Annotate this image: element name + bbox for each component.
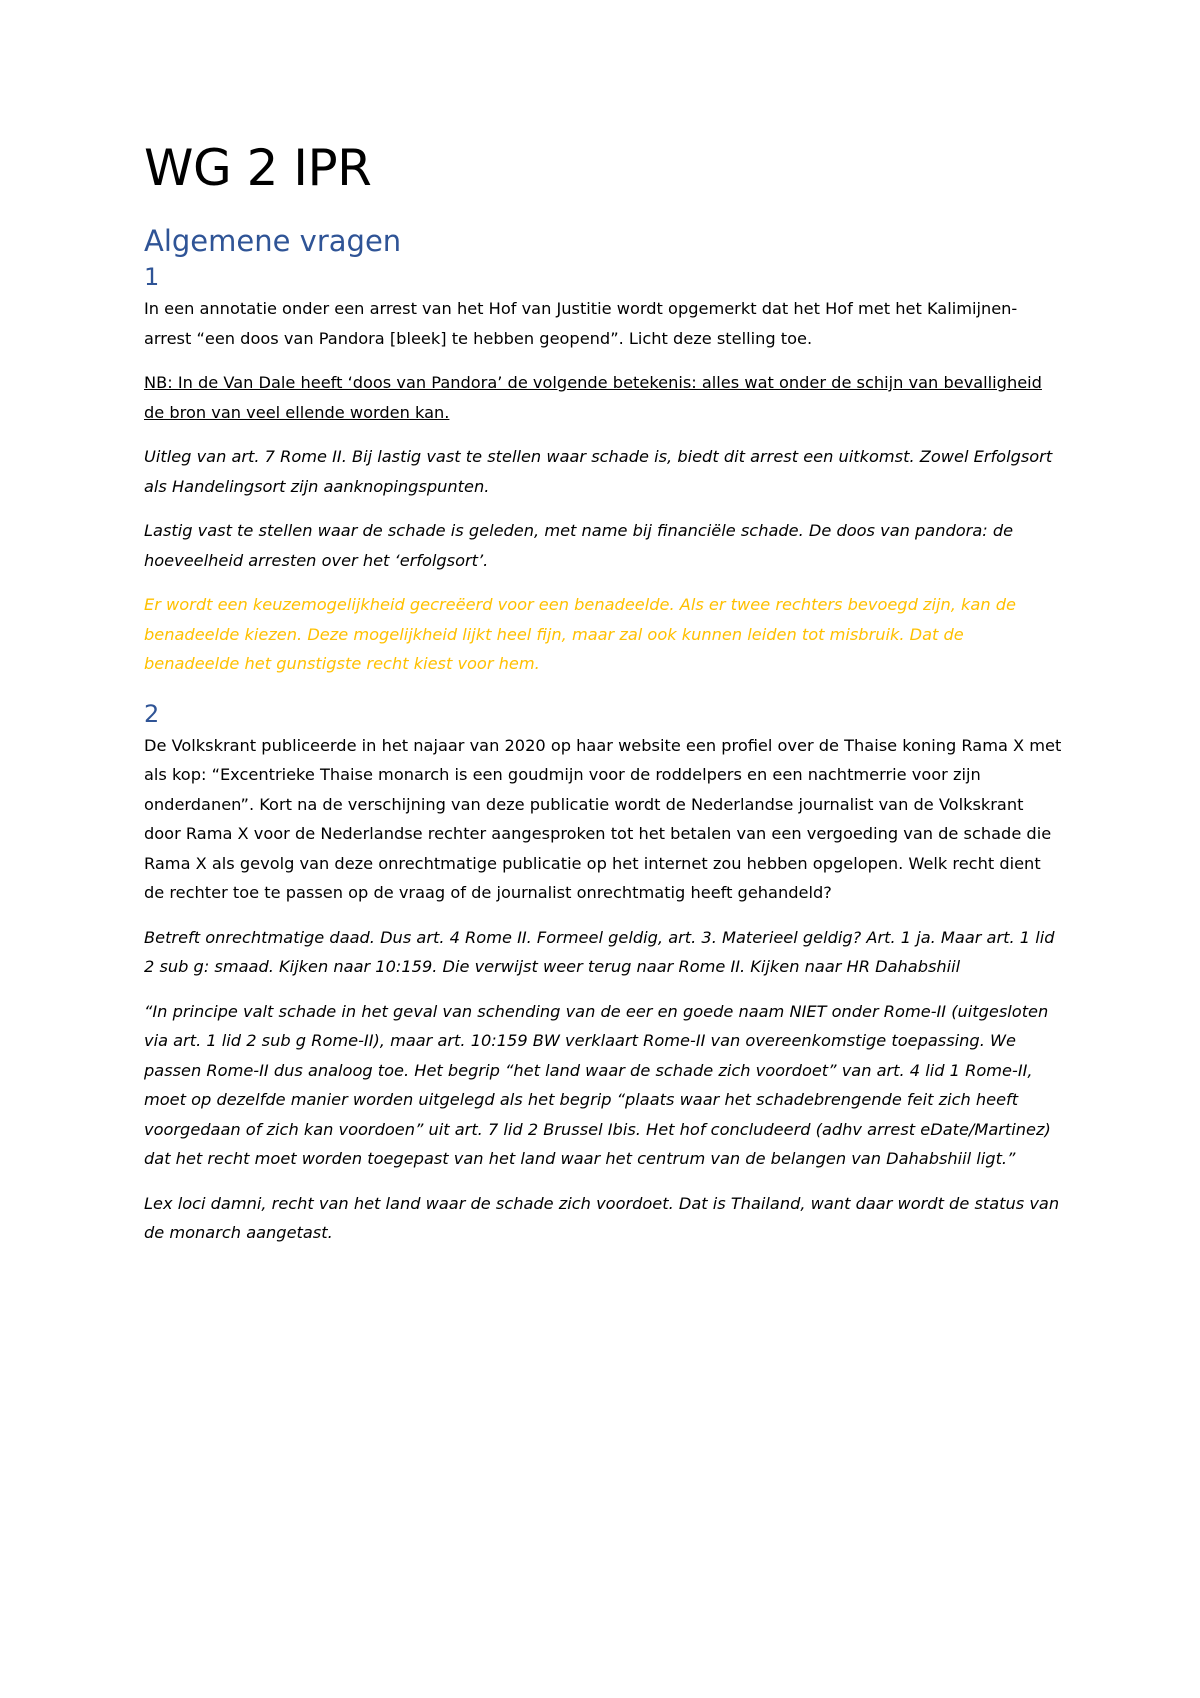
question-number-1: 1 bbox=[144, 263, 160, 291]
question-1-text: In een annotatie onder een arrest van het Hof van Justitie wordt opgemerkt dat het Hof met het Kalimijnen-arrest “een doos van Pandora [bleek] te hebben geopend”. Licht deze stelling toe. bbox=[144, 299, 1018, 348]
question-2-text: De Volkskrant publiceerde in het najaar van 2020 op haar website een profiel over de Thaise koning Rama X met als kop: “Excentrieke Thaise monarch is een goudmijn voor de roddelpers en een nachtmerrie voor zijn onderdanen”. Kort na de verschijning van deze publicatie wordt de Nederlandse journalist van de Volkskrant door Rama X voor de Nederlandse rechter aangesproken tot het betalen van een vergoeding van de schade die Rama X als gevolg van deze onrechtmatige publicatie op het internet zou hebben opgelopen. Welk recht dient de rechter toe te passen op de vraag of de journalist onrechtmatig heeft gehandeld? bbox=[144, 735, 1062, 902]
question-2-block bbox=[144, 697, 1064, 1248]
document-title: WG 2 IPR bbox=[144, 139, 372, 197]
question-2-answer-1: Betreft onrechtmatige daad. Dus art. 4 Rome II. Formeel geldig, art. 3. Materieel geldig? Art. 1 ja. Maar art. 1 lid 2 sub g: smaad. Kijken naar 10:159. Die verwijst weer terug naar Rome II. Kijken naar HR Dahabshiil bbox=[144, 927, 1055, 976]
question-1-answer-3: Er wordt een keuzemogelijkheid gecreëerd voor een benadeelde. Als er twee rechters bevoegd zijn, kan de benadeelde kiezen. Deze mogelijkheid lijkt heel fijn, maar zal ook kunnen leiden tot misbruik. Dat de benadeelde het gunstigste recht kiest voor hem. bbox=[144, 595, 1016, 673]
question-1-answer-2: Lastig vast te stellen waar de schade is geleden, met name bij financiële schade. De doos van pandora: de hoeveelheid arresten over het ‘erfolgsort’. bbox=[144, 521, 1014, 570]
question-2-answer-3: Lex loci damni, recht van het land waar de schade zich voordoet. Dat is Thailand, want daar wordt de status van de monarch aangetast. bbox=[144, 1193, 1060, 1242]
question-number-2: 2 bbox=[144, 699, 160, 728]
document-page bbox=[144, 138, 1064, 1263]
question-2-answer-2: “In principe valt schade in het geval van schending van de eer en goede naam NIET onder Rome-II (uitgesloten via art. 1 lid 2 sub g Rome-II), maar art. 10:159 BW verklaart Rome-II van overeenkomstige toepassing. We passen Rome-II dus analoog toe. Het begrip “het land waar de schade zich voordoet” van art. 4 lid 1 Rome-II, moet op dezelfde manier worden uitgelegd als het begrip “plaats waar het schadebrengende feit zich heeft voorgedaan of zich kan voordoen” uit art. 7 lid 2 Brussel Ibis. Het hof concludeerd (adhv arrest eDate/Martinez) dat het recht moet worden toegepast van het land waar het centrum van de belangen van Dahabshiil ligt.” bbox=[144, 1001, 1051, 1168]
question-1-answer-1: Uitleg van art. 7 Rome II. Bij lastig vast te stellen waar schade is, biedt dit arrest een uitkomst. Zowel Erfolgsort als Handelingsort zijn aanknopingspunten. bbox=[144, 447, 1053, 496]
section-heading: Algemene vragen bbox=[144, 224, 402, 258]
question-1-note: NB: In de Van Dale heeft ‘doos van Pandora’ de volgende betekenis: alles wat onder de schijn van bevalligheid de bron van veel ellende worden kan. bbox=[144, 373, 1042, 422]
question-1-block bbox=[144, 260, 1064, 679]
